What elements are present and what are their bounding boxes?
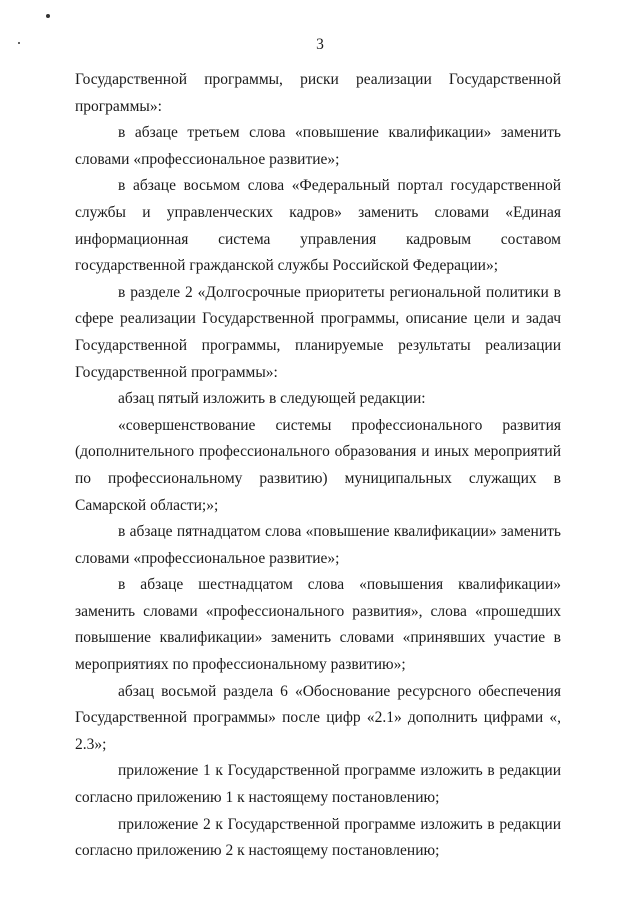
paragraph: в абзаце восьмом слова «Федеральный портал государственной службы и управленческих кадров» заменить словами «Единая информационная система управления кадровым составом государственной гражданской службы Российской Федерации»; [75,177,561,275]
paragraph: приложение 1 к Государственной программе изложить в редакции согласно приложению 1 к настоящему постановлению; [75,762,561,807]
paragraph: «совершенствование системы профессионального развития (дополнительного профессионального образования и иных мероприятий по профессиональному развитию) муниципальных служащих в Самарской области;»; [75,416,561,514]
paragraph: приложение 2 к Государственной программе изложить в редакции согласно приложению 2 к настоящему постановлению; [75,815,561,860]
document-body [75,67,561,865]
paragraph: в абзаце третьем слова «повышение квалификации» заменить словами «профессиональное развитие»; [75,124,561,168]
paragraph: Государственной программы, риски реализации Государственной программы»: [75,71,561,115]
paragraph: в абзаце шестнадцатом слова «повышения квалификации» заменить словами «профессионального развития», слова «прошедших повышение квалификации» заменить словами «принявших участие в мероприятиях по профессиональному развитию»; [75,576,561,674]
paragraph: абзац пятый изложить в следующей редакции: [118,390,426,408]
paragraph: в разделе 2 «Долгосрочные приоритеты региональной политики в сфере реализации Государственной программы, описание цели и задач Государственной программы, планируемые результаты реализации Государственной программы»: [75,283,561,381]
paragraph: в абзаце пятнадцатом слова «повышение квалификации» заменить словами «профессиональное развитие»; [75,523,561,567]
scan-speck [46,14,50,18]
paragraph: абзац восьмой раздела 6 «Обоснование ресурсного обеспечения Государственной программы» после цифр «2.1» дополнить цифрами «, 2.3»; [75,682,561,753]
page-number: 3 [316,36,324,53]
